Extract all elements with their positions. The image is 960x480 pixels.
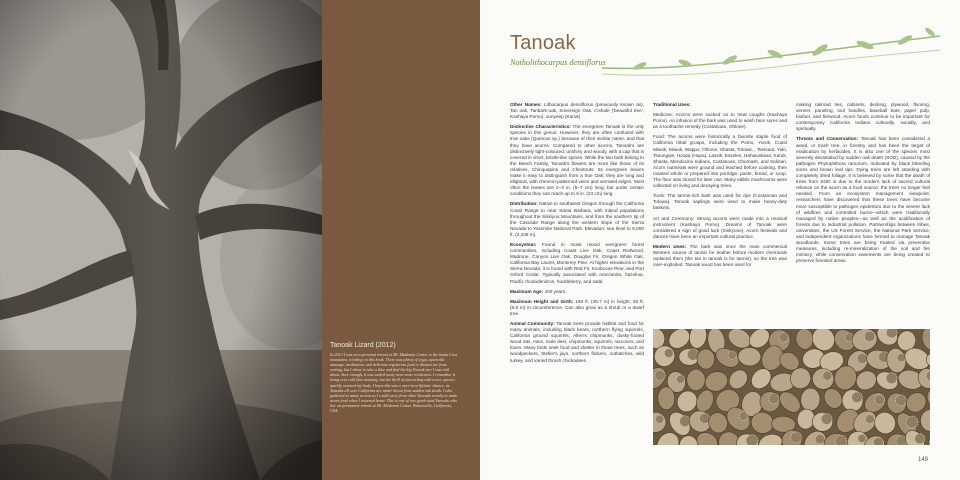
section-label: Traditional Uses: bbox=[653, 102, 691, 107]
acorn-cap bbox=[906, 416, 918, 428]
paragraph bbox=[796, 102, 930, 132]
paragraph bbox=[653, 112, 787, 130]
section-text: Found in moist mixed evergreen forest communities, including Coast Live Oak, Coast Redwood, Madrone, Canyon Live Oak, Douglas Fir, Oregon White Oak, California Bay Laurel, Monterey Pine. At higher elevations in the Sierra Nevada, it is found with Red Fir, Knobcone Pine, and Port Orford Cedar. Typically associated with manzanita, hazelnut, Pacific rhododendron, huckleberry, and salal. bbox=[510, 241, 644, 284]
section-text: Tanoak trees provide habitat and food for many animals, including black bears, northern flying squirrels, California ground squirrels, Allen's chipmunks, dusky-footed wood rats, mice, mule deer, chipmunks, squirrels, raccoons, and foxes. Many birds seek food and shelter in these trees, such as woodpeckers, Steller's jays, northern flickers, nuthatches, wild turkey, and varied thrush chickadees. bbox=[510, 321, 644, 363]
acorn-cap bbox=[779, 333, 789, 343]
acorn bbox=[697, 349, 715, 370]
section-text: making railroad ties, cabinets, decking, plywood, flooring, veneer, paneling, tool handles, baseball bats, paper pulp, biofuel, and firewood. Acorn foods continue to be important for contemporary California Indians culturally, socially, and spiritually. bbox=[796, 102, 930, 132]
acorn-cap bbox=[739, 412, 748, 421]
page-number: 149 bbox=[918, 457, 929, 463]
paragraph bbox=[510, 289, 644, 295]
acorn-pile-illustration bbox=[653, 329, 930, 445]
tanoak-tree-photo bbox=[0, 0, 322, 480]
paragraph bbox=[510, 299, 644, 317]
paragraph bbox=[653, 134, 787, 189]
text-column-3 bbox=[796, 102, 930, 268]
section-label: Other Names: bbox=[510, 102, 542, 107]
species-latin-name: Notholithocarpus densiflorus bbox=[510, 58, 606, 67]
acorn-cap bbox=[865, 415, 874, 424]
tree-illustration bbox=[0, 0, 322, 480]
acorn-cap bbox=[769, 394, 779, 404]
section-label: Modern Uses: bbox=[653, 243, 687, 249]
acorn-cap bbox=[823, 371, 832, 380]
paragraph bbox=[653, 244, 787, 268]
species-title: Tanoak bbox=[510, 32, 576, 54]
text-column-2 bbox=[653, 102, 787, 272]
acorn-cap bbox=[676, 375, 684, 383]
acorn-cap bbox=[875, 395, 885, 405]
acorn-cap bbox=[915, 434, 925, 444]
section-label: Threats and Conservation: bbox=[796, 136, 859, 142]
acorns-photo bbox=[653, 329, 930, 445]
section-text: Food: The acorns were historically a favorite staple food of California tribal groups, including the Pomo, Yurok, Coast Miwok, Miwok, Wappo, Ohlone, Shasta, Tolowa, , Tsetsaut, Yuki, Tsnungwe, Hoopa (Hupa), Lassik, Esselen, Hahwunkwut, Karuk, Shasta, Mendocino Indians, Costanoan, Chumash, and Salinan. Acorn nutmeats were ground and leached before cooking, then roasted whole or prepared into porridge, paste, bread, or soup. The flour was stored for later use. Many edible mushrooms were collected on living and decaying trees. bbox=[653, 134, 787, 189]
acorn-cap bbox=[680, 416, 691, 427]
acorn-cap bbox=[864, 331, 875, 342]
acorn-cap bbox=[886, 329, 897, 338]
section-text: 150 ft. (45.7 m) in height; 28 ft. (8.5 m) in circumference. Can also grow as a shrub or a dwarf tree. bbox=[510, 298, 645, 316]
paragraph bbox=[796, 136, 930, 264]
acorn-cap bbox=[815, 434, 825, 444]
section-text: Native to southwest Oregon through the California Coast Range to near Santa Barbara, with inland populations throughout the Siskiyou Mountains, and from the southern tip of the Cascade Range along the western slope of the Sierra Nevada to Yosemite National Park. Elevation: sea level to 8,000 ft. (2,438 m). bbox=[510, 201, 644, 237]
acorn-cap bbox=[791, 432, 802, 443]
text-column-1 bbox=[510, 102, 644, 368]
section-label: Maximum Height and Girth: bbox=[510, 298, 574, 304]
photo-caption-body: In 2012 I was on a personal retreat at Mt. Madonna Center in the Santa Cruz mountains, working on this book. There was plenty of yoga, ayurvedic massage, meditation, and delicious vegetarian food to distract me from writing, but I chose to take a hike and find the big Tanoak tree I was told about. Sure enough, it was tucked away near some residences. I remember it being very cold that morning, but the thrill of interacting with a new species quickly warmed my body. I knew this was a once-in-a-lifetime chance, as Tanoaks all over California are under threat from sudden oak death. I also gathered as many acorns as I could carry from other Tanoaks nearby to make acorn food when I returned home. This is one of two good-sized Tanoaks who live on permanent retreat at Mt. Madonna Center, Watsonville, California, USA. bbox=[330, 352, 458, 414]
section-label: Maximum Age: bbox=[510, 288, 544, 294]
acorn-cap bbox=[896, 395, 907, 406]
acorn-cap bbox=[728, 351, 736, 359]
photo-caption-title: Tanoak Lizard (2012) bbox=[330, 342, 396, 349]
acorn bbox=[686, 369, 705, 391]
acorn-cap bbox=[857, 353, 867, 363]
paragraph bbox=[510, 124, 644, 197]
section-label: Distribution: bbox=[510, 201, 538, 207]
section-text: The bark was once the main commercial Western source of tannin for leather before modern chemicals replaced them (the tan in tanoak is for tannin), so the tree was over-exploited. Tanoak wood has been used for bbox=[653, 243, 787, 268]
paragraph bbox=[510, 321, 644, 364]
acorn-cap bbox=[656, 415, 664, 423]
paragraph bbox=[653, 102, 787, 108]
section-text: Tools: The tannin-rich bark was used for dye (Costanoan and Tolowa). Tanoak saplings were used to make heavy-duty baskets. bbox=[653, 193, 787, 211]
acorn-cap bbox=[852, 392, 863, 403]
section-text: Tanoak has been considered a weed, or trash tree, in forestry and has been the target of eradication by herbicides. It is also one of the species most severely devastated by sudden oak death (SOD), caused by the pathogen Phytophthora ramorum, indicated by black bleeding sores and brown leaf tips. Dying trees are left standing with completely dried foliage. It is believed by some that the death of trees from SOD is due to the modern lack of sacred cultural reliance on the acorn as a food source; the trees no longer feel needed. From an ecosystem management viewpoint, researchers have discovered that these trees have become more susceptible to pathogen epidemics due to the severe lack of wildfires and controlled burns—which were traditionally managed by native peoples—as well as the acidification of forests due to industrial pollution. Partnerships between tribes, universities, the US Forest Service, the National Park Service, and independent organizations have formed to manage Tanoak woodlands. Some trees are being treated via preventive measures, including re-mineralization of the soil and fire mimicry, while conservation easements are being created to preserve forested areas. bbox=[796, 136, 930, 264]
leaf-vine-ornament bbox=[600, 26, 945, 82]
paragraph bbox=[510, 201, 644, 238]
acorn-cap bbox=[886, 373, 897, 384]
paragraph bbox=[510, 102, 644, 120]
section-label: Animal Community: bbox=[510, 321, 555, 326]
section-text: 400 years. bbox=[543, 288, 567, 294]
acorn-cap bbox=[897, 354, 905, 362]
acorn-cap bbox=[821, 414, 832, 425]
paragraph bbox=[510, 242, 644, 285]
acorn-cap bbox=[858, 434, 866, 442]
paragraph bbox=[653, 193, 787, 211]
section-label: Distinctive Characteristics: bbox=[510, 124, 571, 130]
section-text: Medicine: Acorns were sucked on to treat coughs (Kashaya Pomo). An infusion of the bark was used to wash face sores and as a toothache remedy (Costanoan, Ohlone). bbox=[653, 112, 787, 130]
section-label: Ecosystem: bbox=[510, 241, 537, 247]
section-text: Lithocarpus densiflorus (previously known as), Tan oak, Tanbark-oak, Sovereign Oak, c'ishale ('beautiful tree', Kashaya Pomo), xunyeep (Karuk) bbox=[510, 102, 644, 120]
paragraph bbox=[653, 216, 787, 240]
acorn-cap bbox=[896, 436, 907, 445]
section-text: Art and Ceremony: Strung acorns were made into a musical instrument (Kashaya Pomo). Dreams of Tanoak were considered a sign of good luck (Sinkyone). Acorn festivals and dances have been an important cultural practice. bbox=[653, 215, 787, 239]
acorn-cap bbox=[664, 349, 673, 358]
acorn-cap bbox=[655, 370, 665, 380]
section-text: The evergreen Tanoak is the only species in this genus. However, they are often confused with true oaks (Quercus sp.) because of their similar name, and that they have acorns. Compared to other acorns, Tanoak's are distinctively tight-coloured, unshiny and woody, with a cap that is covered in short, bristle-like spines. While the two both belong to the Beech Family, Tanoak's flowers are more like those of its relatives, Chinquapins and Chestnuts. Its evergreen leaves make it easy to distinguish from a true Oak; they are long and elliptical, with chevron-patterned veins and serrated edges. Most often the leaves are 2–3 in. (5–7 cm) long, but under certain conditions they can reach up to 9 in. (23 cm) long. bbox=[510, 124, 644, 197]
